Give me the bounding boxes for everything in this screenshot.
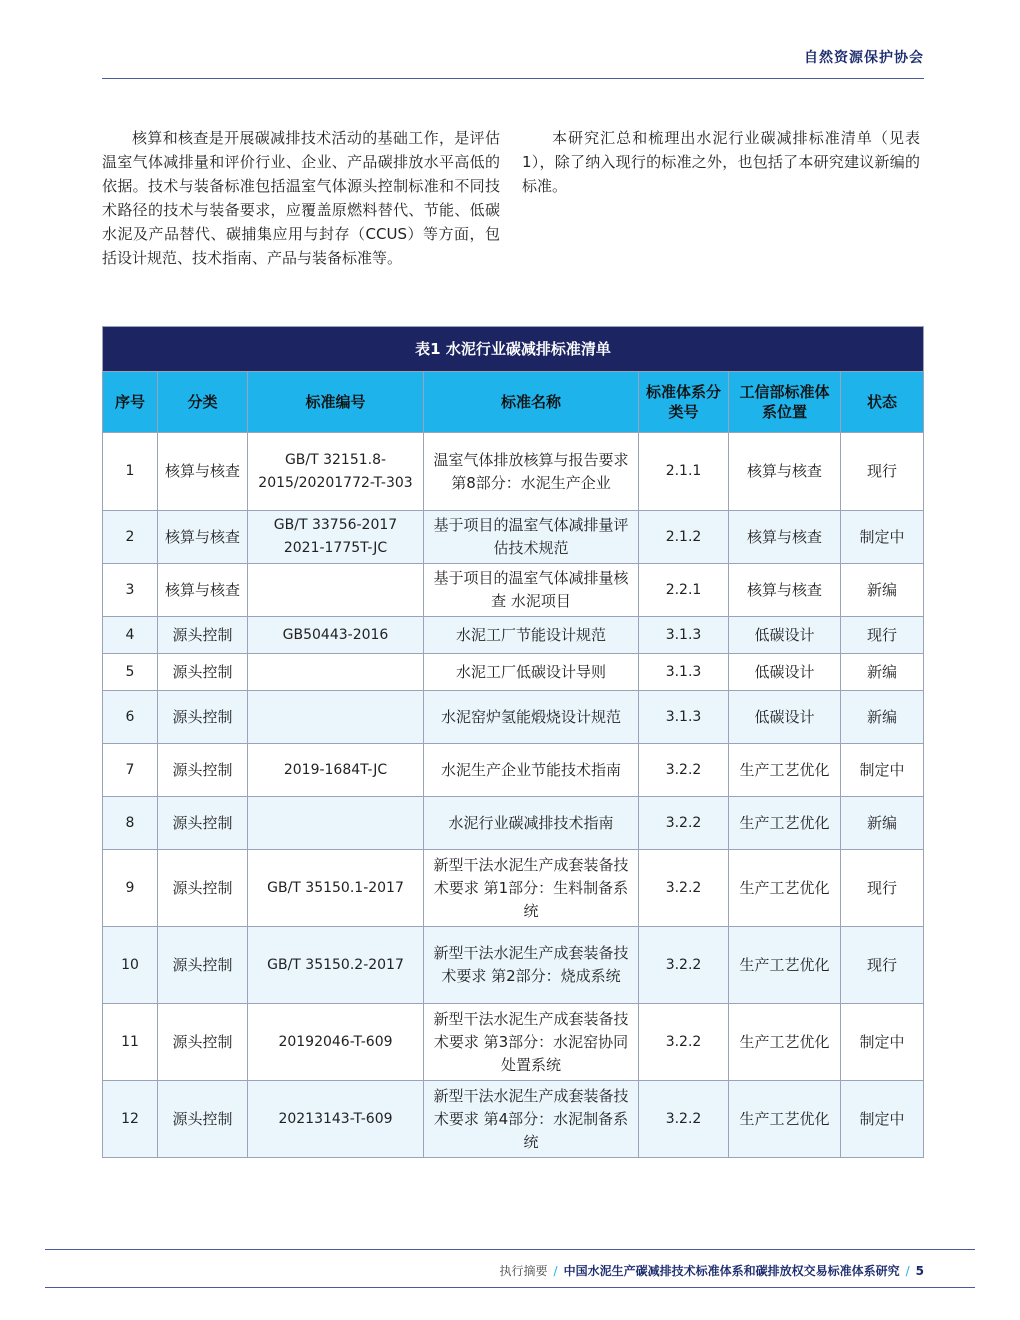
cell-name: 基于项目的温室气体减排量评估技术规范 [424, 511, 639, 564]
cell-name: 水泥工厂低碳设计导则 [424, 654, 639, 691]
cell-category: 源头控制 [158, 797, 248, 850]
cell-position: 核算与核查 [729, 564, 841, 617]
cell-no: 10 [103, 927, 158, 1004]
cell-position: 生产工艺优化 [729, 1081, 841, 1158]
footer-divider-bottom [45, 1287, 975, 1288]
cell-position: 生产工艺优化 [729, 927, 841, 1004]
table-body [103, 433, 924, 1158]
header-divider [102, 78, 924, 79]
header-no: 序号 [103, 372, 158, 433]
cell-position: 低碳设计 [729, 617, 841, 654]
cell-name: 水泥生产企业节能技术指南 [424, 744, 639, 797]
cell-position: 生产工艺优化 [729, 850, 841, 927]
footer-divider-top [45, 1249, 975, 1250]
cell-position: 生产工艺优化 [729, 797, 841, 850]
cell-no: 6 [103, 691, 158, 744]
cell-code: GB/T 32151.8-2015/20201772-T-303 [248, 433, 424, 511]
cell-category: 核算与核查 [158, 564, 248, 617]
organization-name: 自然资源保护协会 [804, 50, 924, 66]
cell-class-no: 3.2.2 [639, 797, 729, 850]
cell-category: 源头控制 [158, 617, 248, 654]
cell-name: 新型干法水泥生产成套装备技术要求 第2部分：烧成系统 [424, 927, 639, 1004]
cell-position: 生产工艺优化 [729, 744, 841, 797]
cell-class-no: 3.2.2 [639, 1081, 729, 1158]
cell-status: 新编 [841, 797, 924, 850]
cell-status: 制定中 [841, 1081, 924, 1158]
cell-no: 1 [103, 433, 158, 511]
cell-status: 新编 [841, 654, 924, 691]
left-paragraph: 核算和核查是开展碳减排技术活动的基础工作，是评估温室气体减排量和评价行业、企业、产品碳排放水平高低的依据。技术与装备标准包括温室气体源头控制标准和不同技术路径的技术与装备要求，应覆盖原燃料替代、节能、低碳水泥及产品替代、碳捕集应用与封存（CCUS）等方面，包括设计规范、技术指南、产品与装备标准等。 [102, 129, 500, 267]
page-footer [500, 1262, 924, 1279]
cell-code: GB/T 35150.1-2017 [248, 850, 424, 927]
cell-class-no: 3.2.2 [639, 850, 729, 927]
cell-position: 低碳设计 [729, 654, 841, 691]
cell-no: 3 [103, 564, 158, 617]
standards-table [102, 326, 924, 1158]
table-row [103, 433, 924, 511]
table-row [103, 1081, 924, 1158]
cell-class-no: 3.2.2 [639, 927, 729, 1004]
cell-class-no: 2.1.1 [639, 433, 729, 511]
cell-category: 源头控制 [158, 1004, 248, 1081]
cell-code: 2019-1684T-JC [248, 744, 424, 797]
footer-separator: / [553, 1264, 558, 1278]
cell-status: 现行 [841, 850, 924, 927]
cell-name: 新型干法水泥生产成套装备技术要求 第1部分：生料制备系统 [424, 850, 639, 927]
cell-status: 新编 [841, 564, 924, 617]
table-row [103, 850, 924, 927]
header-name: 标准名称 [424, 372, 639, 433]
cell-name: 基于项目的温室气体减排量核查 水泥项目 [424, 564, 639, 617]
cell-name: 水泥行业碳减排技术指南 [424, 797, 639, 850]
cell-status: 制定中 [841, 744, 924, 797]
cell-category: 源头控制 [158, 744, 248, 797]
cell-name: 水泥工厂节能设计规范 [424, 617, 639, 654]
cell-no: 12 [103, 1081, 158, 1158]
cell-status: 制定中 [841, 1004, 924, 1081]
cell-position: 低碳设计 [729, 691, 841, 744]
cell-name: 新型干法水泥生产成套装备技术要求 第4部分：水泥制备系统 [424, 1081, 639, 1158]
cell-category: 源头控制 [158, 654, 248, 691]
table-row [103, 927, 924, 1004]
cell-code: GB/T 35150.2-2017 [248, 927, 424, 1004]
header-status: 状态 [841, 372, 924, 433]
cell-no: 4 [103, 617, 158, 654]
cell-no: 2 [103, 511, 158, 564]
header-code: 标准编号 [248, 372, 424, 433]
table-row [103, 617, 924, 654]
cell-category: 源头控制 [158, 691, 248, 744]
footer-report-title: 中国水泥生产碳减排技术标准体系和碳排放权交易标准体系研究 [563, 1264, 900, 1278]
header-class-no: 标准体系分类号 [639, 372, 729, 433]
cell-code: GB50443-2016 [248, 617, 424, 654]
cell-name: 新型干法水泥生产成套装备技术要求 第3部分：水泥窑协同处置系统 [424, 1004, 639, 1081]
cell-code [248, 654, 424, 691]
cell-category: 核算与核查 [158, 511, 248, 564]
cell-category: 核算与核查 [158, 433, 248, 511]
table-caption: 表1 水泥行业碳减排标准清单 [103, 327, 924, 372]
cell-status: 新编 [841, 691, 924, 744]
cell-class-no: 3.1.3 [639, 691, 729, 744]
cell-class-no: 3.1.3 [639, 654, 729, 691]
cell-position: 生产工艺优化 [729, 1004, 841, 1081]
cell-code: GB/T 33756-2017 2021-1775T-JC [248, 511, 424, 564]
cell-class-no: 3.2.2 [639, 1004, 729, 1081]
right-paragraph: 本研究汇总和梳理出水泥行业碳减排标准清单（见表1），除了纳入现行的标准之外，也包括了本研究建议新编的标准。 [522, 129, 920, 195]
footer-section: 执行摘要 [499, 1264, 548, 1278]
cell-class-no: 3.1.3 [639, 617, 729, 654]
cell-code: 20192046-T-609 [248, 1004, 424, 1081]
cell-position: 核算与核查 [729, 433, 841, 511]
cell-code [248, 691, 424, 744]
table-row [103, 691, 924, 744]
table-row [103, 1004, 924, 1081]
cell-no: 11 [103, 1004, 158, 1081]
cell-code: 20213143-T-609 [248, 1081, 424, 1158]
cell-status: 制定中 [841, 511, 924, 564]
page-number: 5 [915, 1264, 924, 1278]
cell-position: 核算与核查 [729, 511, 841, 564]
table-header-row [103, 372, 924, 433]
cell-class-no: 3.2.2 [639, 744, 729, 797]
cell-no: 8 [103, 797, 158, 850]
cell-status: 现行 [841, 927, 924, 1004]
cell-code [248, 564, 424, 617]
cell-class-no: 2.2.1 [639, 564, 729, 617]
table-row [103, 564, 924, 617]
cell-category: 源头控制 [158, 927, 248, 1004]
cell-category: 源头控制 [158, 850, 248, 927]
cell-no: 9 [103, 850, 158, 927]
cell-no: 7 [103, 744, 158, 797]
cell-status: 现行 [841, 433, 924, 511]
cell-class-no: 2.1.2 [639, 511, 729, 564]
cell-name: 温室气体排放核算与报告要求 第8部分：水泥生产企业 [424, 433, 639, 511]
header-category: 分类 [158, 372, 248, 433]
table-row [103, 654, 924, 691]
table-row [103, 511, 924, 564]
table-row [103, 744, 924, 797]
table-row [103, 797, 924, 850]
cell-code [248, 797, 424, 850]
cell-category: 源头控制 [158, 1081, 248, 1158]
header-position: 工信部标准体系位置 [729, 372, 841, 433]
cell-status: 现行 [841, 617, 924, 654]
cell-no: 5 [103, 654, 158, 691]
footer-separator: / [905, 1264, 910, 1278]
cell-name: 水泥窑炉氢能煅烧设计规范 [424, 691, 639, 744]
